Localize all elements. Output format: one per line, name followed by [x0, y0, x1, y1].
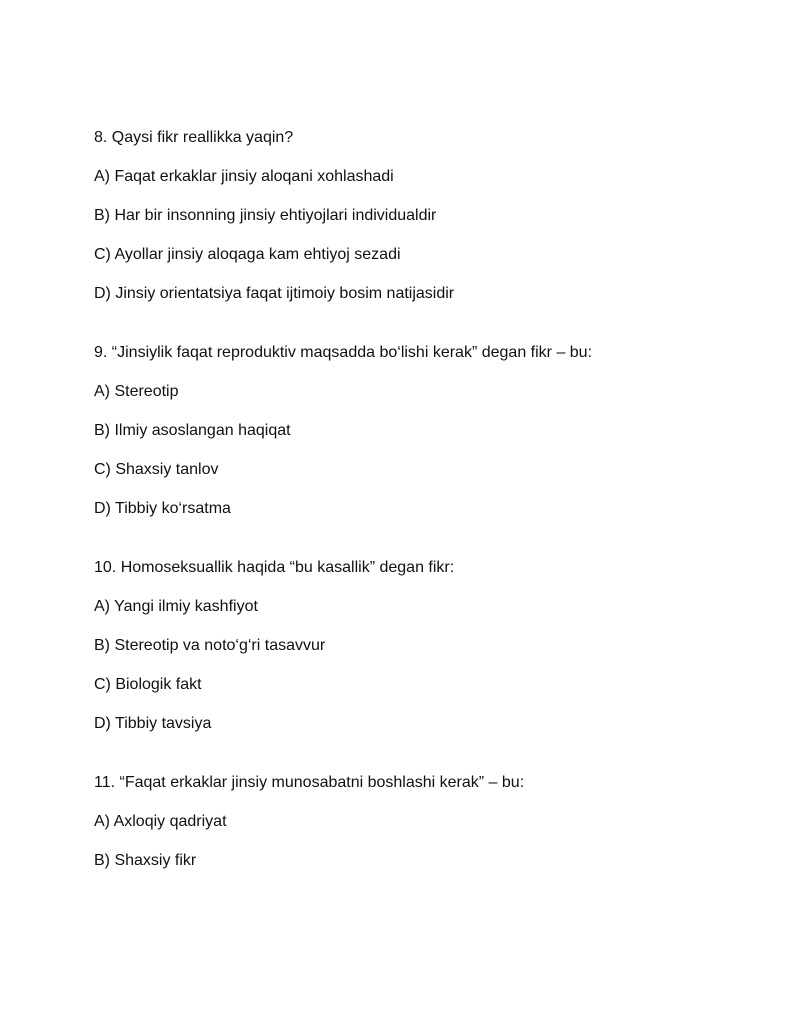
answer-option: C) Biologik fakt: [94, 676, 202, 693]
question-8: [94, 128, 734, 304]
answer-option: B) Stereotip va noto‘g‘ri tasavvur: [94, 637, 326, 654]
question-text: 9. “Jinsiylik faqat reproduktiv maqsadda bo‘lishi kerak” degan fikr – bu:: [94, 344, 593, 361]
question-text: 10. Homoseksuallik haqida “bu kasallik” degan fikr:: [94, 559, 455, 576]
question-10: [94, 558, 734, 734]
question-9: [94, 343, 734, 519]
answer-option: A) Stereotip: [94, 383, 179, 400]
answer-option: B) Ilmiy asoslangan haqiqat: [94, 422, 291, 439]
question-list: [94, 128, 734, 890]
answer-option: D) Tibbiy tavsiya: [94, 715, 212, 732]
answer-option: B) Shaxsiy fikr: [94, 852, 197, 869]
answer-option: A) Yangi ilmiy kashfiyot: [94, 598, 258, 615]
question-text: 11. “Faqat erkaklar jinsiy munosabatni boshlashi kerak” – bu:: [94, 774, 525, 791]
answer-option: C) Shaxsiy tanlov: [94, 461, 219, 478]
answer-option: D) Tibbiy ko‘rsatma: [94, 500, 231, 517]
answer-option: A) Faqat erkaklar jinsiy aloqani xohlashadi: [94, 168, 394, 185]
answer-option: A) Axloqiy qadriyat: [94, 813, 227, 830]
answer-option: B) Har bir insonning jinsiy ehtiyojlari individualdir: [94, 207, 437, 224]
question-text: 8. Qaysi fikr reallikka yaqin?: [94, 129, 294, 146]
question-11: [94, 773, 734, 871]
answer-option: C) Ayollar jinsiy aloqaga kam ehtiyoj sezadi: [94, 246, 401, 263]
answer-option: D) Jinsiy orientatsiya faqat ijtimoiy bosim natijasidir: [94, 285, 455, 302]
